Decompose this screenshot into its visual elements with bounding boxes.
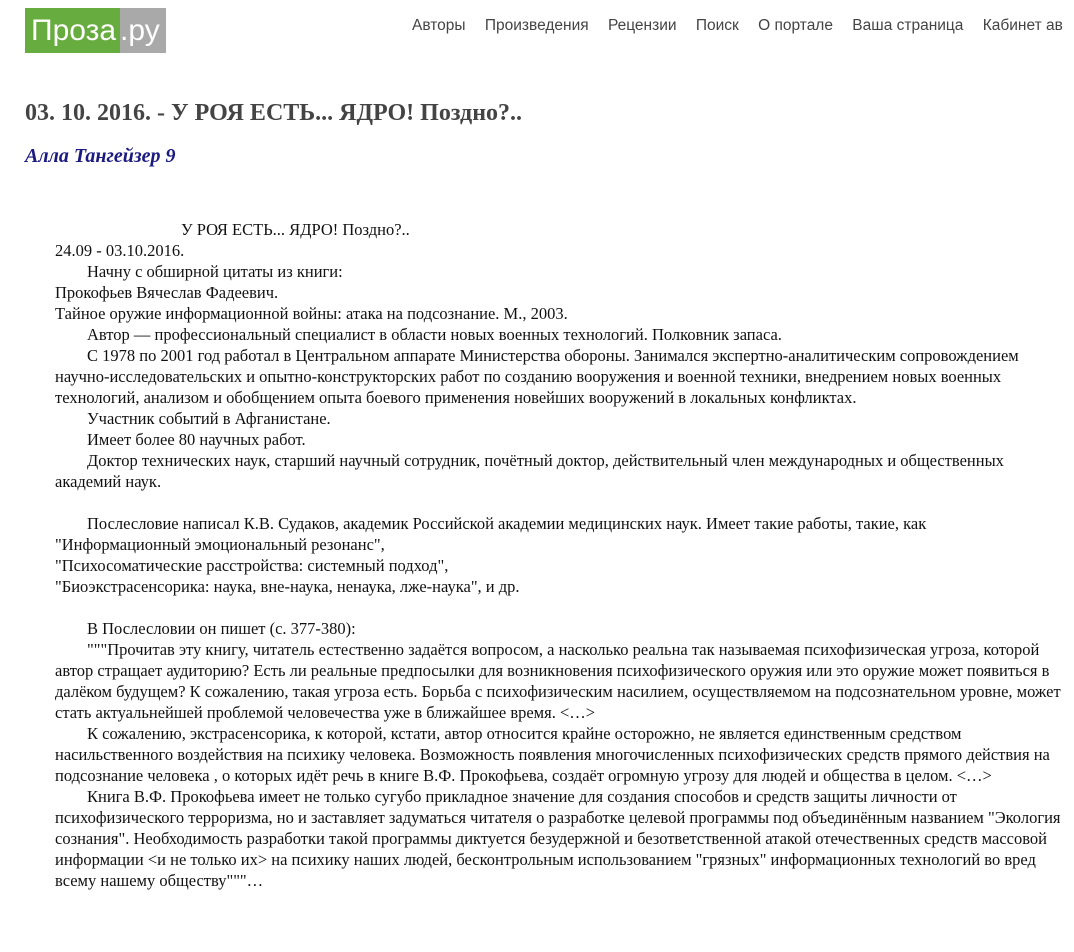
nav-your-page[interactable]: Ваша страница bbox=[852, 17, 964, 34]
nav-search[interactable]: Поиск bbox=[695, 17, 739, 34]
text-paragraph: Имеет более 80 научных работ. bbox=[87, 430, 306, 449]
text-paragraph: "Психосоматические расстройства: системный подход", bbox=[55, 556, 449, 575]
nav-reviews[interactable]: Рецензии bbox=[607, 17, 677, 34]
text-heading: У РОЯ ЕСТЬ... ЯДРО! Поздно?.. bbox=[181, 220, 410, 239]
page-title: 03. 10. 2016. - У РОЯ ЕСТЬ... ЯДРО! Поздно?.. bbox=[25, 100, 523, 126]
site-logo[interactable] bbox=[25, 8, 166, 53]
text-paragraph: Послесловие написал К.В. Судаков, академик Российской академии медицинских наук. Имеет такие работы, такие, как bbox=[87, 514, 927, 533]
text-paragraph: Автор — профессиональный специалист в области новых военных технологий. Полковник запаса. bbox=[87, 325, 782, 344]
article-body bbox=[55, 219, 1065, 891]
site-header bbox=[0, 0, 1063, 70]
main-nav bbox=[408, 17, 1074, 35]
text-paragraph: К сожалению, экстрасенсорика, к которой, кстати, автор относится крайне осторожно, не является единственным средством насильственного воздействия на психику человека. Возможность появления многочисленных психофизических средств прямого действия на подсознание человека , о которых идёт речь в книге В.Ф. Прокофьева, создаёт огромную угрозу для людей и общества в целом. <…> bbox=[55, 724, 1050, 785]
text-paragraph: Тайное оружие информационной войны: атака на подсознание. М., 2003. bbox=[55, 304, 568, 323]
logo-main: Проза bbox=[25, 8, 120, 53]
nav-about[interactable]: О портале bbox=[758, 17, 833, 34]
text-paragraph: 24.09 - 03.10.2016. bbox=[55, 241, 185, 260]
text-paragraph: Участник событий в Афганистане. bbox=[87, 409, 331, 428]
text-paragraph: Книга В.Ф. Прокофьева имеет не только сугубо прикладное значение для создания способов и средств защиты личности от психофизического терроризма, но и заставляет задуматься читателя о разработке целевой программы под объединённым названием "Экология сознания". Необходимость разработки такой программы диктуется безудержной и безответственной атакой отечественных средств массовой информации <и не только их> на психику наших людей, бесконтрольным использованием "грязных" информационных технологий во вред всему нашему обществу"""… bbox=[55, 787, 1061, 890]
author-link[interactable]: Алла Тангейзер 9 bbox=[25, 145, 176, 167]
text-paragraph: В Послесловии он пишет (с. 377-380): bbox=[87, 619, 356, 638]
nav-authors[interactable]: Авторы bbox=[412, 17, 466, 34]
text-paragraph: Доктор технических наук, старший научный сотрудник, почётный доктор, действительный член международных и общественных академий наук. bbox=[55, 451, 1004, 491]
text-paragraph: Начну с обширной цитаты из книги: bbox=[87, 262, 343, 281]
text-paragraph: Прокофьев Вячеслав Фадеевич. bbox=[55, 283, 279, 302]
text-paragraph: С 1978 по 2001 год работал в Центральном аппарате Министерства обороны. Занимался экспертно-аналитическим сопровождением научно-исследовательских и опытно-конструкторских работ по созданию вооружения и военной техники, внедрением новых военных технологий, анализом и обобщением опыта боевого применения новейших вооружений в локальных конфликтах. bbox=[55, 346, 1019, 407]
logo-suffix: .ру bbox=[120, 8, 166, 53]
text-paragraph: "Биоэкстрасенсорика: наука, вне-наука, ненаука, лже-наука", и др. bbox=[55, 577, 520, 596]
spacer bbox=[55, 597, 1065, 618]
spacer bbox=[55, 492, 1065, 513]
text-paragraph: "Информационный эмоциональный резонанс", bbox=[55, 535, 385, 554]
text-paragraph: """Прочитав эту книгу, читатель естественно задаётся вопросом, а насколько реальна так называемая психофизическая угроза, которой автор стращает аудиторию? Есть ли реальные предпосылки для возникновения психофизического оружия или это оружие может появиться в далёком будущем? К сожалению, такая угроза есть. Борьба с психофизическим насилием, осуществляемом на подсознательном уровне, может стать актуальнейшей проблемой человечества уже в ближайшее время. <…> bbox=[55, 640, 1061, 722]
nav-works[interactable]: Произведения bbox=[484, 17, 589, 34]
nav-cabinet[interactable]: Кабинет ав bbox=[982, 17, 1063, 34]
